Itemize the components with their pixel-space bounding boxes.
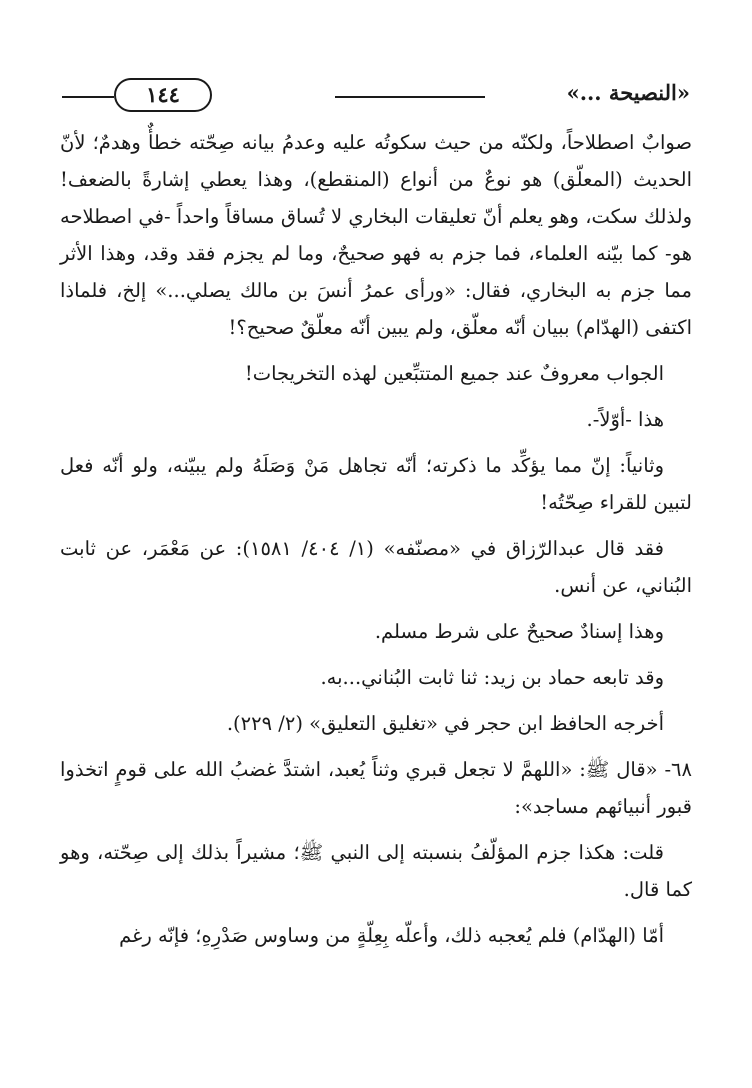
paragraph-2: الجواب معروفٌ عند جميع المتتبِّعين لهذه التخريجات! <box>244 362 664 385</box>
paragraph-6: وهذا إسنادٌ صحيحٌ على شرط مسلم. <box>374 620 664 643</box>
paragraph-8: أخرجه الحافظ ابن حجر في «تغليق التعليق» (٢/ ٢٢٩). <box>226 712 664 735</box>
running-title: «النصيحة ...» <box>566 80 690 105</box>
paragraph-5: فقد قال عبدالرّزاق في «مصنّفه» (١/ ٤٠٤/ ١٥٨١): عن مَعْمَر، عن ثابت البُناني، عن أنس. <box>60 537 692 597</box>
paragraph-11: أمّا (الهدّام) فلم يُعجبه ذلك، وأعلّه بِعِلّةٍ من وساوس صَدْرِهِ؛ فإنّه رغم <box>119 924 664 947</box>
paragraph-1: صوابٌ اصطلاحاً، ولكنّه من حيث سكوتُه عليه وعدمُ بيانه صِحّته خطأٌ وهدمٌ؛ لأنّ الحديث (المعلّق) هو نوعٌ من أنواع (المنقطع)، وهذا يعطي إشارةً بالضعف! ولذلك سكت، وهو يعلم أنّ تعليقات البخاري لا تُساق مساقاً واحداً -في اصطلاحه هو- كما بيّنه العلماء، فما جزم به فهو صحيحٌ، وما لم يجزم فقد وقد، وهذا الأثر مما جزم به البخاري، فقال: «ورأى عمرُ أنسَ بن مالك يصلي...» إلخ، فلماذا اكتفى (الهدّام) ببيان أنّه معلّق، ولم يبين أنّه معلّقٌ صحيح؟! <box>60 131 692 339</box>
paragraph-7: وقد تابعه حماد بن زيد: ثنا ثابت البُناني...به. <box>320 666 664 689</box>
page-header <box>62 78 690 118</box>
header-rule-left <box>62 96 114 98</box>
paragraph-3: هذا -أوّلاً-. <box>586 408 664 431</box>
body-text <box>60 124 692 963</box>
paragraph-10: قلت: هكذا جزم المؤلّفُ بنسبته إلى النبي ﷺ؛ مشيراً بذلك إلى صِحّته، وهو كما قال. <box>60 841 692 901</box>
header-rule-middle <box>335 96 485 98</box>
paragraph-4: وثانياً: إنّ مما يؤكِّد ما ذكرته؛ أنّه تجاهل مَنْ وَصَلَهُ ولم يبيّنه، ولو أنّه فعل لتبين للقراء صِحّتُه! <box>60 454 692 514</box>
paragraph-9: ٦٨- «قال ﷺ: «اللهمَّ لا تجعل قبري وثناً يُعبد، اشتدَّ غضبُ الله على قومٍ اتخذوا قبور أنبيائهم مساجد»: <box>60 758 692 818</box>
page-number: ١٤٤ <box>114 78 212 112</box>
